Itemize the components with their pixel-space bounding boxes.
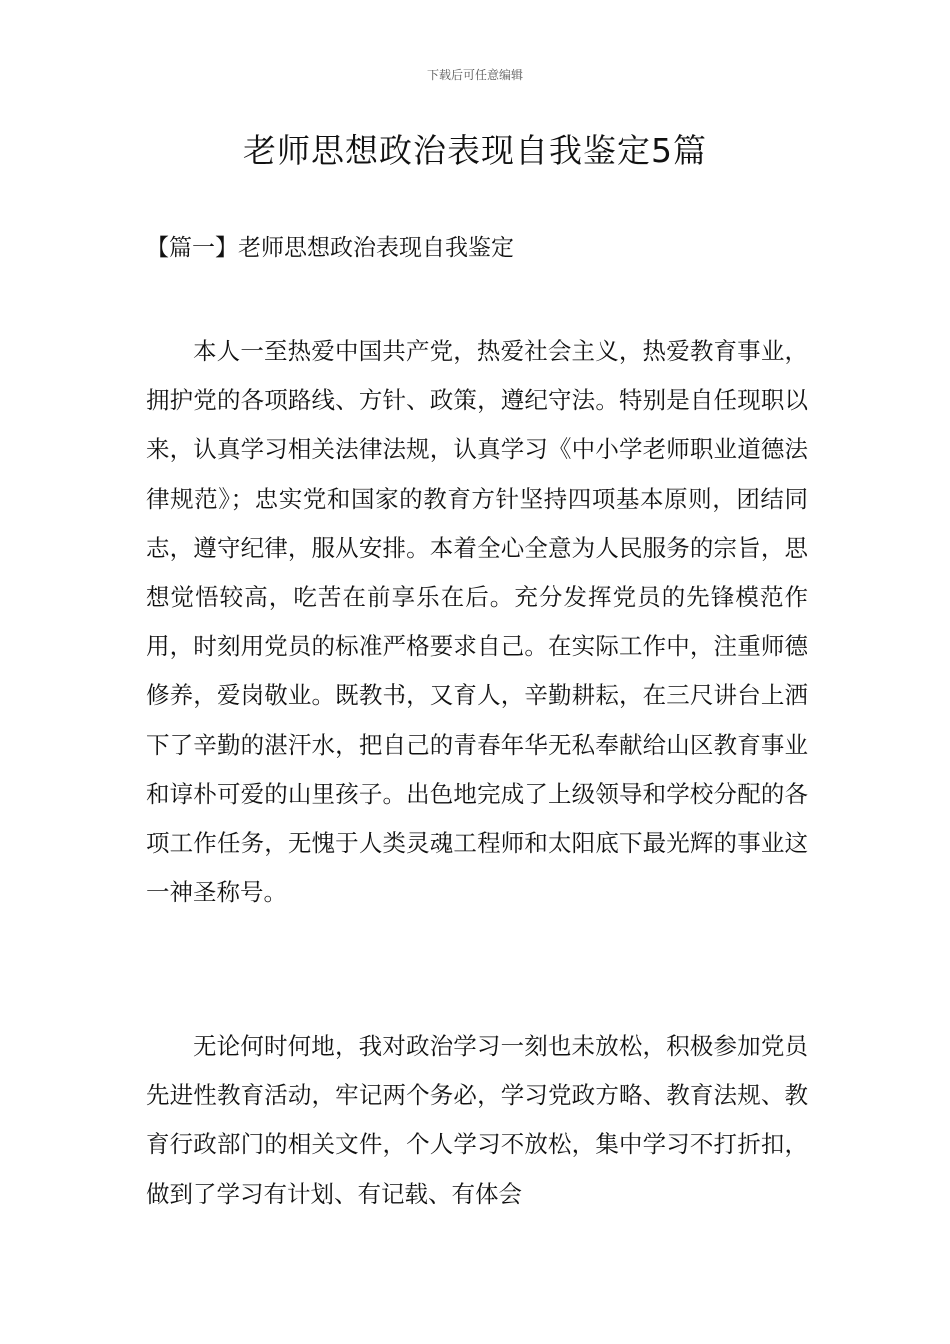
body-paragraph-2: 无论何时何地，我对政治学习一刻也未放松，积极参加党员先进性教育活动，牢记两个务必，学习党政方略、教育法规、教育行政部门的相关文件，个人学习不放松，集中学习不打折扣，做到了学习有计划、有记载、有体会 xyxy=(146,1032,808,1208)
section-heading: 【篇一】老师思想政治表现自我鉴定 xyxy=(146,235,514,261)
header-note: 下载后可任意编辑 xyxy=(426,68,523,82)
document-title: 老师思想政治表现自我鉴定5篇 xyxy=(243,131,707,170)
body-paragraph-1: 本人一至热爱中国共产党，热爱社会主义，热爱教育事业，拥护党的各项路线、方针、政策，遵纪守法。特别是自任现职以来，认真学习相关法律法规，认真学习《中小学老师职业道德法律规范》；忠实党和国家的教育方针坚持四项基本原则，团结同志，遵守纪律，服从安排。本着全心全意为人民服务的宗旨，思想觉悟较高，吃苦在前享乐在后。充分发挥党员的先锋模范作用，时刻用党员的标准严格要求自己。在实际工作中，注重师德修养，爱岗敬业。既教书，又育人，辛勤耕耘，在三尺讲台上洒下了辛勤的湛汗水，把自己的青春年华无私奉献给山区教育事业和谆朴可爱的山里孩子。出色地完成了上级领导和学校分配的各项工作任务，无愧于人类灵魂工程师和太阳底下最光辉的事业这一神圣称号。 xyxy=(146,337,808,907)
